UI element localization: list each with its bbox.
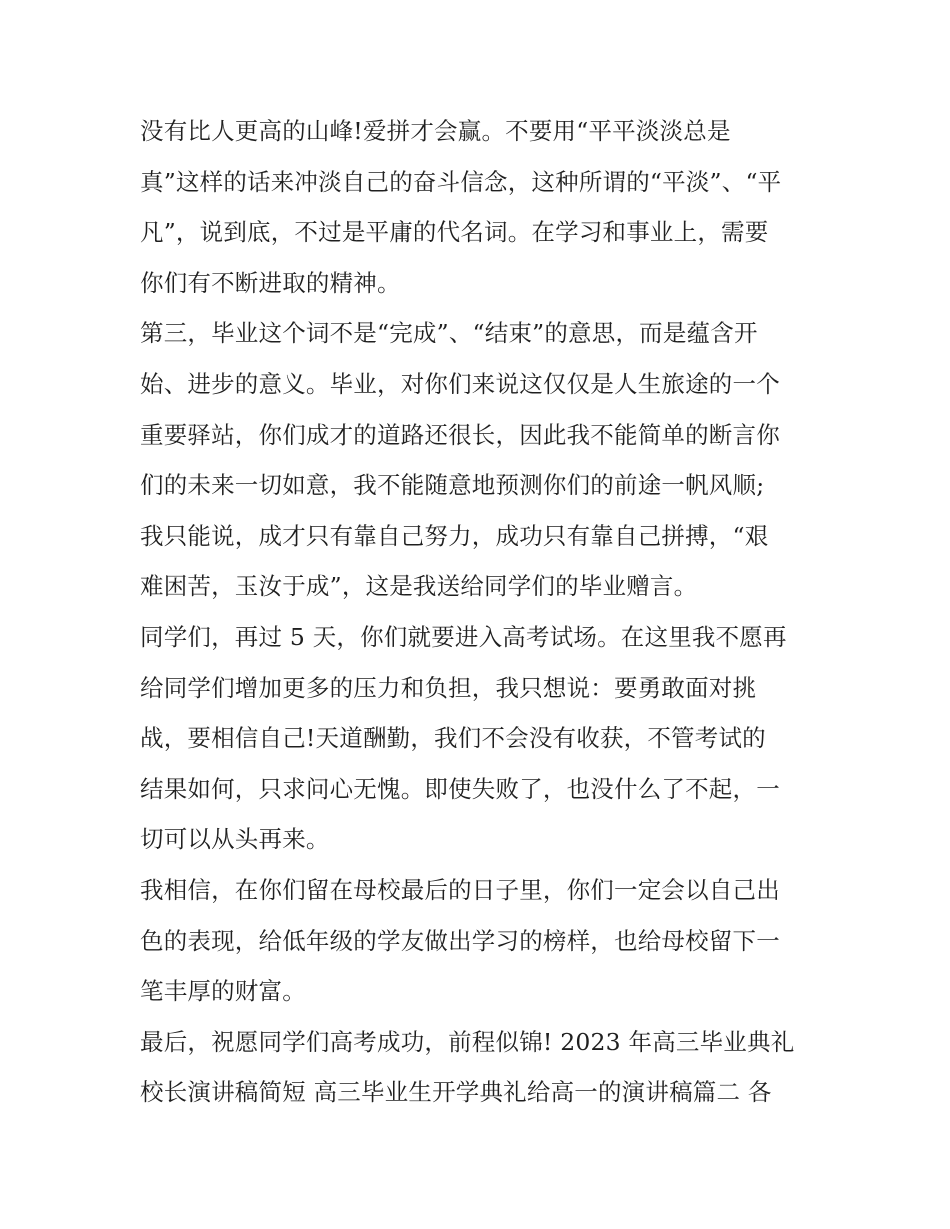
text-line: 我相信，在你们留在母校最后的日子里，你们一定会以自己出: [140, 875, 780, 904]
text-line: 同学们，再过 5 天，你们就要进入高考试场。在这里我不愿再: [140, 622, 787, 651]
text-line: 校长演讲稿简短 高三毕业生开学典礼给高一的演讲稿篇二 各: [140, 1078, 772, 1107]
text-line: 没有比人更高的山峰!爱拼才会赢。不要用“平平淡淡总是: [140, 117, 731, 145]
text-line: 战，要相信自己!天道酬勤，我们不会没有收获，不管考试的: [140, 724, 766, 753]
text-line: 始、进步的意义。毕业，对你们来说这仅仅是人生旅途的一个: [140, 369, 780, 398]
text-line: 重要驿站，你们成才的道路还很长，因此我不能简单的断言你: [140, 420, 780, 449]
text-line: 我只能说，成才只有靠自己努力，成功只有靠自己拼搏，“艰: [140, 521, 769, 550]
text-line: 你们有不断进取的精神。: [140, 268, 401, 297]
text-line: 难困苦，玉汝于成”，这是我送给同学们的毕业赠言。: [140, 572, 698, 601]
text-line: 们的未来一切如意，我不能随意地预测你们的前途一帆风顺;: [140, 471, 765, 500]
text-line: 色的表现，给低年级的学友做出学习的榜样，也给母校留下一: [140, 926, 780, 955]
document-body: [140, 106, 820, 1118]
text-line: 笔丰厚的财富。: [140, 977, 306, 1006]
text-line: 凡”，说到底，不过是平庸的代名词。在学习和事业上，需要: [140, 218, 769, 247]
text-line: 结果如何，只求问心无愧。即使失败了，也没什么了不起，一: [140, 774, 780, 803]
text-line: 切可以从头再来。: [140, 825, 330, 854]
text-line: 第三，毕业这个词不是“完成”、“结束”的意思，而是蕴含开: [140, 319, 758, 348]
text-line: 最后，祝愿同学们高考成功，前程似锦! 2023 年高三毕业典礼: [140, 1027, 795, 1056]
text-line: 真”这样的话来冲淡自己的奋斗信念，这种所谓的“平淡”、“平: [140, 167, 782, 196]
text-line: 给同学们增加更多的压力和负担，我只想说：要勇敢面对挑: [140, 673, 757, 702]
